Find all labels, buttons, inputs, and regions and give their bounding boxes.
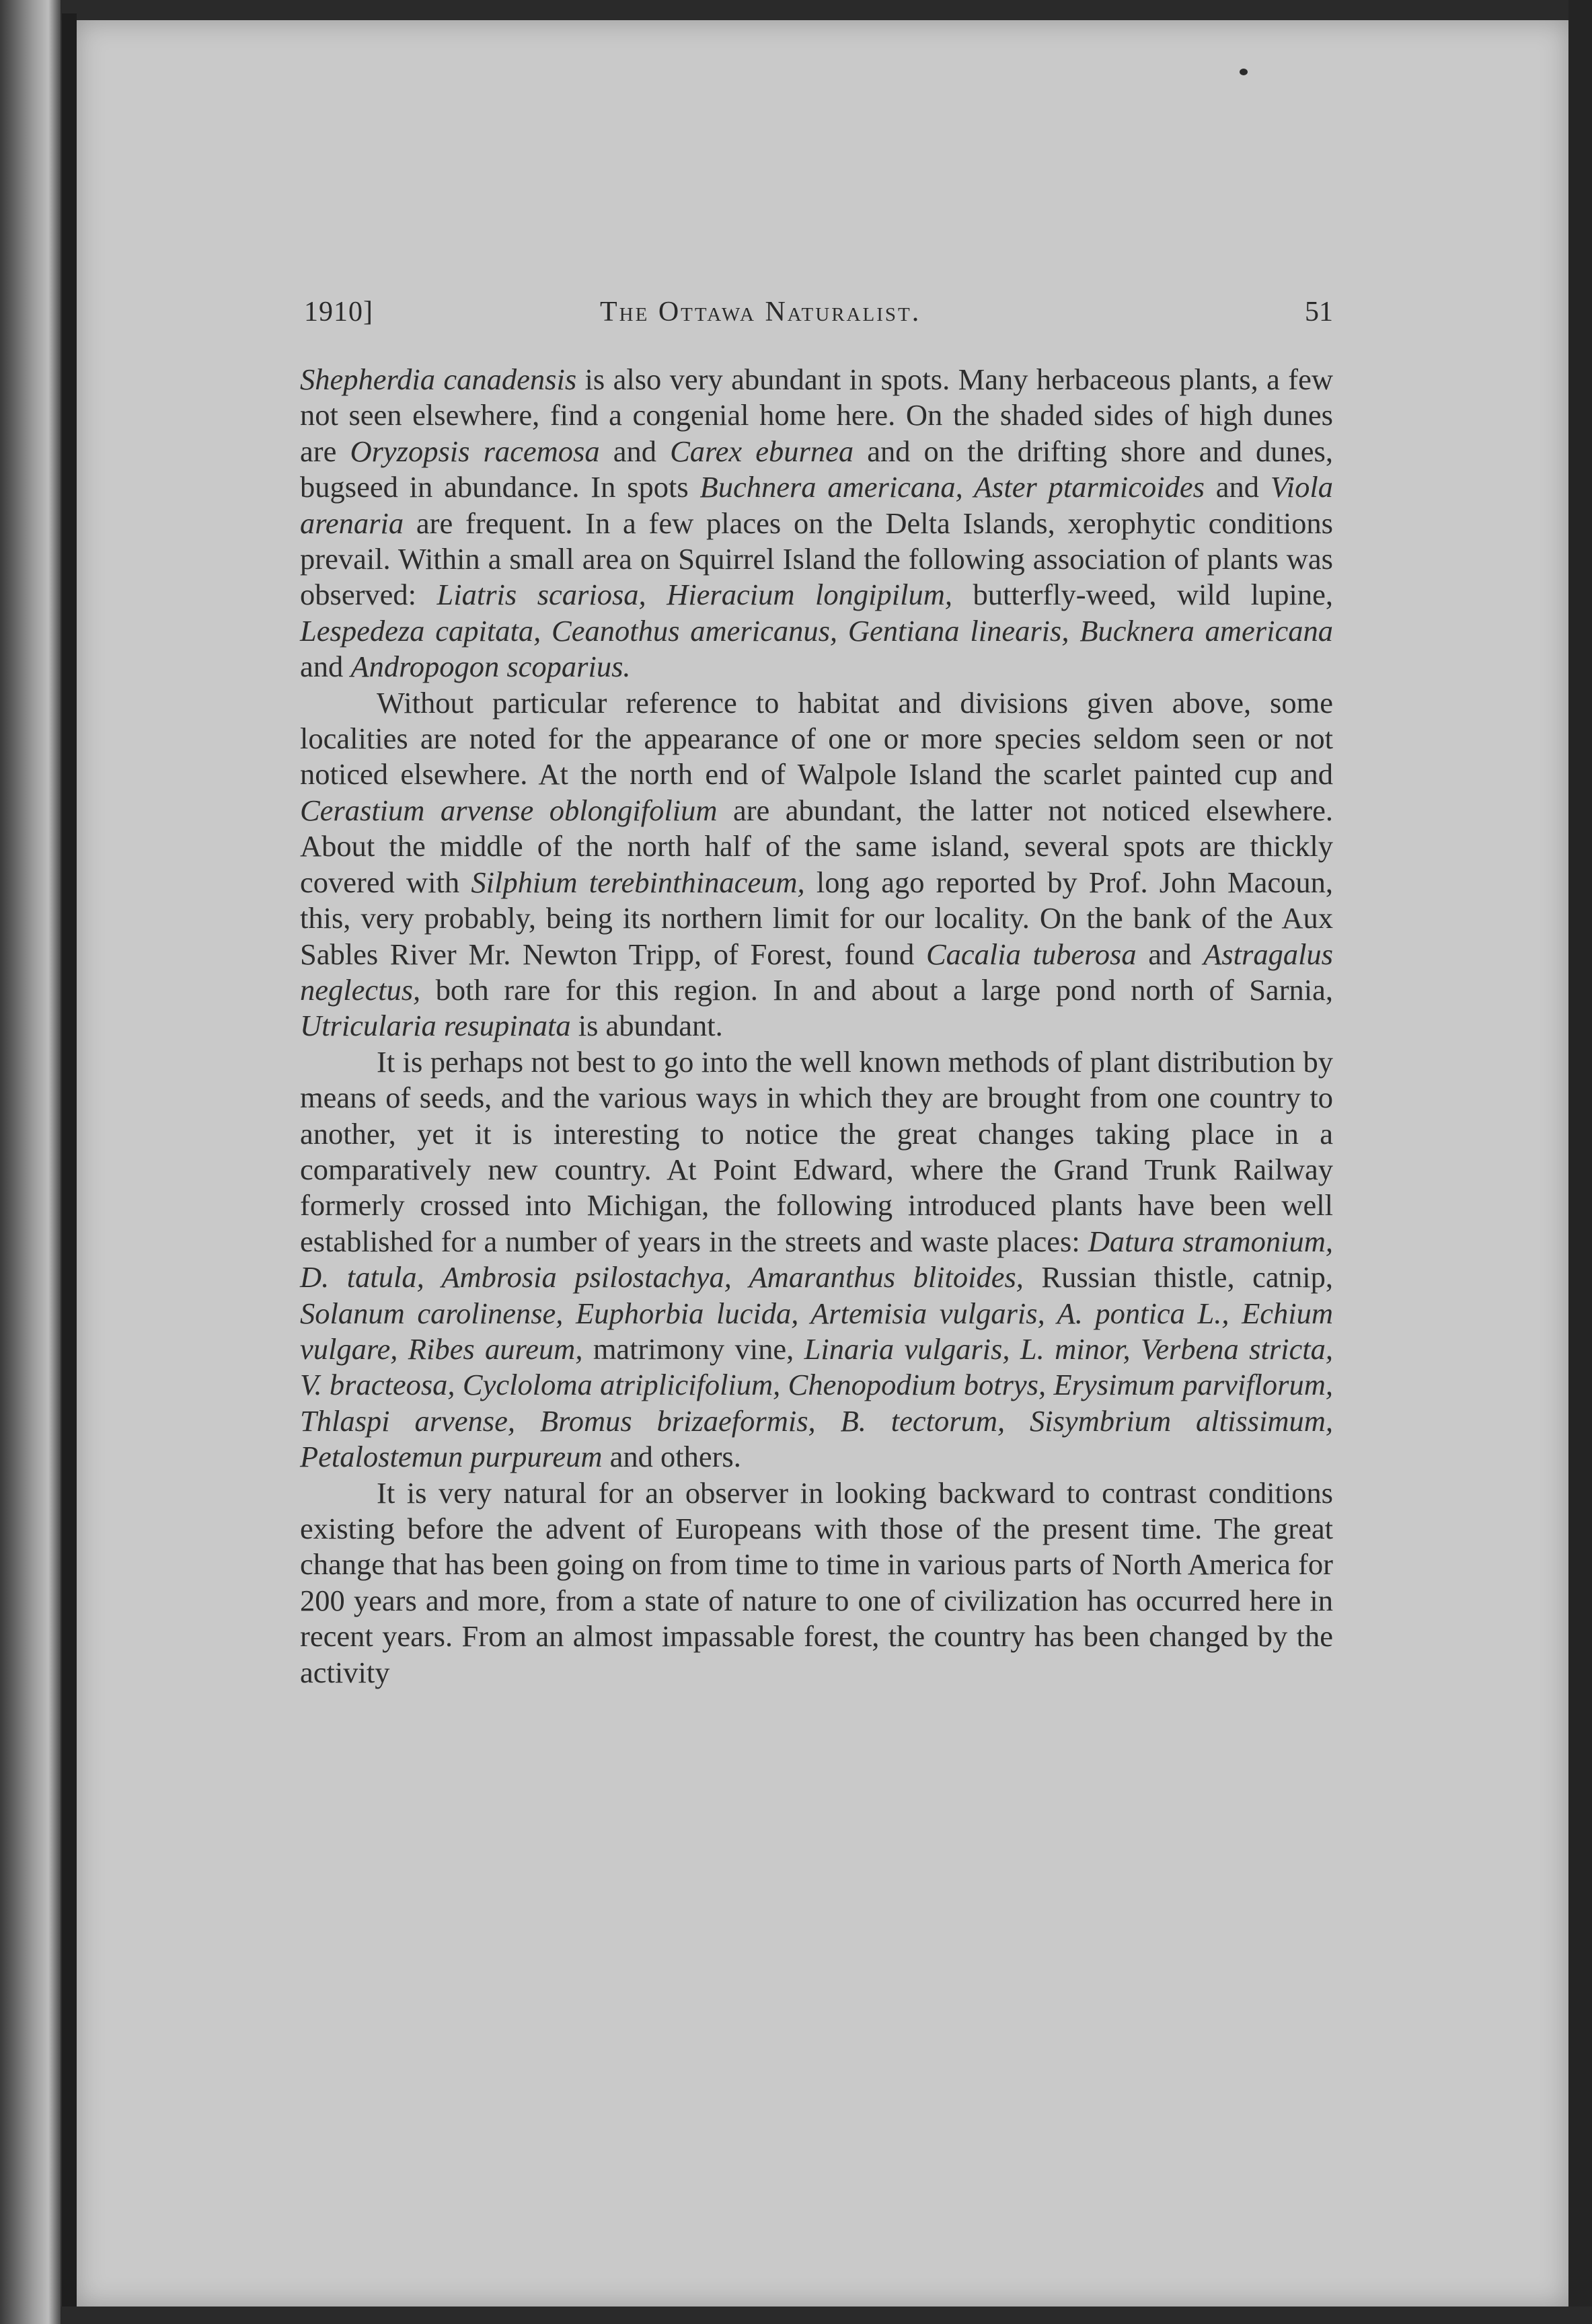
text-run: matrimony vine, [582, 1331, 804, 1366]
italic-species-name: Carex eburnea [670, 434, 854, 468]
italic-species-name: Linaria vulgaris, L. minor, Verbena stricta, V. bracteosa, Cycloloma atriplicifolium, Chenopodium botrys, Erysimum parviflorum, Thlaspi arvense, Bromus brizaeformis, B. tectorum, Sisymbrium altissimum, Petalostemun purpureum [300, 1331, 1334, 1474]
text-run: Russian thistle, catnip, [1023, 1260, 1333, 1294]
italic-species-name: Viola arenaria [300, 470, 1333, 540]
text-run: and [300, 650, 351, 684]
italic-species-name: Shepherdia canadensis [300, 362, 577, 396]
scan-bottom-edge [61, 2307, 1592, 2324]
text-run: long ago reported by Prof. John Macoun, this, very probably, being its northern limit for our locality. On the bank of the Aux Sables River Mr. Newton Tripp, of Forest, found [300, 865, 1333, 971]
ink-speck [1240, 69, 1248, 75]
italic-species-name: Solanum carolinense, Euphorbia lucida, Artemisia vulgaris, A. pontica L., Echium vulgare, Ribes aureum, [300, 1296, 1333, 1366]
paragraph [300, 1475, 1333, 1691]
page-number: 51 [1305, 297, 1333, 327]
italic-species-name: Buchnera americana, Aster ptarmicoides [699, 470, 1205, 504]
previous-page-edge [0, 0, 61, 2324]
text-run: are frequent. In a few places on the Delta Islands, xerophytic conditions prevail. Within a small area on Squirrel Island the following association of plants was observed: [300, 506, 1333, 612]
paragraph [300, 685, 1333, 1044]
italic-species-name: Silphium terebinthinaceum, [471, 865, 805, 899]
paragraph [300, 1044, 1333, 1475]
italic-species-name: Oryzopsis racemosa [350, 434, 600, 468]
italic-species-name: Andropogon scoparius. [350, 650, 631, 684]
text-run: are abundant, the latter not noticed elsewhere. About the middle of the north half of the same island, several spots are thickly covered with [300, 793, 1334, 899]
header-journal-title: The Ottawa Naturalist. [600, 297, 921, 327]
text-run: and [599, 434, 671, 468]
italic-species-name: Utricularia resupinata [300, 1009, 571, 1043]
italic-species-name: Cerastium arvense oblongifolium [300, 793, 718, 827]
text-run: butterfly-weed, wild lupine, [952, 578, 1333, 612]
scan-top-edge [61, 0, 1592, 20]
italic-species-name: Datura stramonium, D. tatula, Ambrosia psilostachya, Amaranthus blitoides, [300, 1224, 1334, 1294]
book-gutter [62, 13, 77, 2313]
italic-species-name: Lespedeza capitata, Ceanothus americanus, Gentiana linearis, Bucknera americana [300, 613, 1333, 648]
text-run: and [1136, 937, 1204, 971]
paragraph [300, 362, 1333, 685]
text-run: is abundant. [570, 1009, 723, 1043]
scan-right-edge [1568, 0, 1592, 2324]
text-run: It is very natural for an observer in looking backward to contrast conditions existing before the advent of Europeans with those of the present time. The great change that has been going on from time to time in various parts of North America for 200 years and more, from a state of nature to one of civilization has occurred here in recent years. From an almost impassable forest, the country has been changed by the activity [300, 1475, 1333, 1689]
text-run: and on the drifting shore and dunes, bugseed in abundance. In spots [300, 434, 1333, 504]
text-run: Without particular reference to habitat and divisions given above, some localities are noted for the appearance of one or more species seldom seen or not noticed elsewhere. At the north end of Walpole Island the scarlet painted cup and [300, 685, 1333, 791]
text-run: is also very abundant in spots. Many herbaceous plants, a few not seen elsewhere, find a congenial home here. On the shaded sides of high dunes are [300, 362, 1333, 468]
text-run: both rare for this region. In and about a large pond north of Sarnia, [420, 972, 1333, 1007]
running-header [304, 296, 1333, 336]
text-run: and others. [602, 1440, 741, 1474]
italic-species-name: Astragalus neglectus, [300, 937, 1334, 1007]
italic-species-name: Cacalia tuberosa [925, 937, 1137, 971]
text-run: It is perhaps not best to go into the well known methods of plant distribution by means of seeds, and the various ways in which they are brought from one country to another, yet it is interesting to notice the great changes taking place in a comparatively new country. At Point Edward, where the Grand Trunk Railway formerly crossed into Michigan, the following introduced plants have been well established for a number of years in the streets and waste places: [300, 1044, 1333, 1258]
italic-species-name: Liatris scariosa, Hieracium longipilum, [437, 578, 952, 612]
article-body [300, 362, 1333, 1691]
text-run: and [1204, 470, 1271, 504]
header-year: 1910] [304, 297, 373, 327]
